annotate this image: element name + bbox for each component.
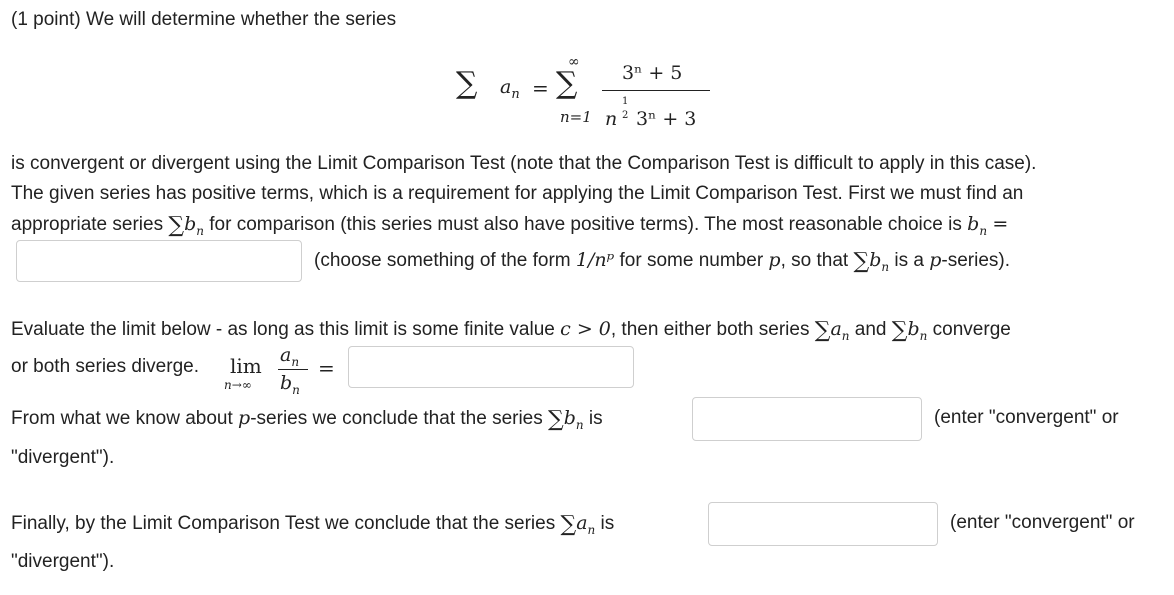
para1-line3: appropriate series $\sum b_n$ for comparison (this series must also have positive terms). The most reasonable choice is $b_n$ = xyxy=(11,213,1009,238)
para3-line2: "divergent"). xyxy=(11,447,115,468)
sum-symbol: ∑ xyxy=(456,66,478,101)
lower-limit: n=1 xyxy=(560,108,592,126)
bn-input[interactable] xyxy=(16,240,302,282)
para4-line1: Finally, by the Limit Comparison Test we conclude that the series $\sum a_n$ is xyxy=(11,512,615,537)
a-term: $a_n$ xyxy=(500,76,520,102)
limit-fraction: $a_n$ $b_n$ xyxy=(278,344,310,394)
bn-conclusion-input[interactable] xyxy=(692,397,922,441)
para4-line2: "divergent"). xyxy=(11,551,115,572)
para1-line2: The given series has positive terms, which is a requirement for applying the Limit Comparison Test. First we must find an xyxy=(11,183,1024,204)
para4-hint: (enter "convergent" or xyxy=(950,512,1135,533)
para3-line1: From what we know about p-series we conclude that the series $\sum b_n$ is xyxy=(11,407,603,432)
para3-hint: (enter "convergent" or xyxy=(934,407,1119,428)
limit-input[interactable] xyxy=(348,346,634,388)
para1-line4: (choose something of the form 1/nᵖ for some number p, so that $\sum b_n$ is a p-series). xyxy=(314,249,1011,274)
den-exp-den: 2 xyxy=(622,110,629,121)
den-rest: 3ⁿ + 3 xyxy=(636,108,697,130)
den-exp: 1 xyxy=(622,96,629,107)
para1-line1: is convergent or divergent using the Limit Comparison Test (note that the Comparison Test is difficult to apply in this case). xyxy=(11,153,1037,174)
upper-limit: ∞ xyxy=(568,54,580,70)
an-conclusion-input[interactable] xyxy=(708,502,938,546)
para2-line2: or both series diverge. xyxy=(11,356,199,377)
limit-expression: lim n→∞ xyxy=(224,354,262,392)
series-formula xyxy=(456,56,736,134)
numerator: 3ⁿ + 5 xyxy=(622,62,683,84)
den-base: n xyxy=(605,108,618,130)
limit-equals: = xyxy=(318,356,335,380)
sum-symbol-2: ∑ xyxy=(556,66,578,101)
equals-sign: = xyxy=(532,76,549,100)
intro-text: (1 point) We will determine whether the series xyxy=(11,9,397,30)
fraction-bar xyxy=(602,90,710,91)
para2-line1: Evaluate the limit below - as long as this limit is some finite value c > 0, then either both series $\sum a_n$ and $\sum b_n$ converge xyxy=(11,318,1011,343)
